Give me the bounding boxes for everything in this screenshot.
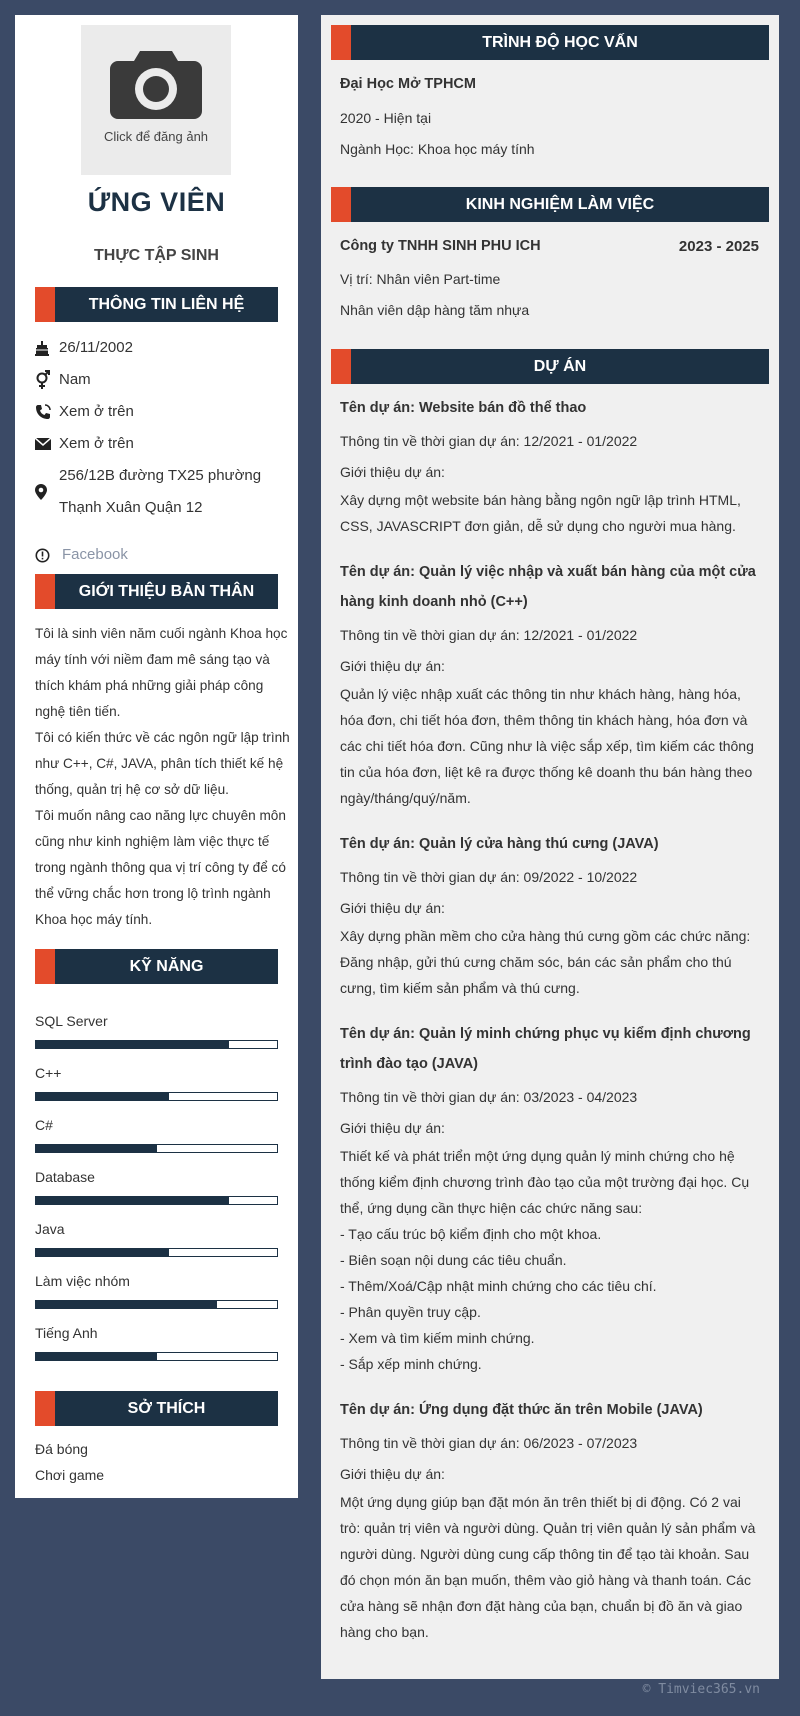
skill-bar xyxy=(35,1040,278,1049)
project-title: Tên dự án: Quản lý cửa hàng thú cưng (JAVA) xyxy=(340,836,659,852)
project-description: Thiết kế và phát triển một ứng dụng quản lý minh chứng cho hệ thống kiểm định chương trình đào tạo của một trường đại học. Cụ thể, ứng dụng cần thực hiện các chức năng sau: - Tạo cấu trúc bộ kiểm định cho một khoa. - Biên soạn nội dung các tiêu chuẩn. - Thêm/Xoá/Cập nhật minh chứng cho các tiêu chí. - Phân quyền truy cập. - Xem và tìm kiếm minh chứng. - Sắp xếp minh chứng. xyxy=(340,1148,750,1372)
candidate-name: ỨNG VIÊN xyxy=(87,187,226,217)
skill-bar-fill xyxy=(36,1145,157,1152)
skill-bar-fill xyxy=(36,1353,157,1360)
skill-bar xyxy=(35,1196,278,1205)
project-time: Thông tin về thời gian dự án: 09/2022 - 10/2022 xyxy=(340,869,638,885)
info-circle-icon xyxy=(35,545,59,565)
contact-address: 256/12B đường TX25 phường Thạnh Xuân Quận 12 xyxy=(35,460,275,524)
about-text: Tôi là sinh viên năm cuối ngành Khoa học máy tính với niềm đam mê sáng tạo và thích khám phá những giải pháp công nghệ tiên tiến. Tôi có kiến thức về các ngôn ngữ lập trình như C++, C#, JAVA, phân tích thiết kế hệ thống, quản trị hệ cơ sở dữ liệu. Tôi muốn nâng cao năng lực chuyên môn cũng như kinh nghiệm làm việc thực tế trong ngành thông qua vị trí công ty để có thể vững chắc hơn trong lộ trình ngành Khoa học máy tính. xyxy=(35,626,290,927)
skill-name: Tiếng Anh xyxy=(35,1325,98,1341)
project-description: Một ứng dụng giúp bạn đặt món ăn trên thiết bị di động. Có 2 vai trò: quản trị viên và người dùng. Quản trị viên quản lý sản phẩm và người dùng. Người dùng cung cấp thông tin để tạo tài khoản. Sau đó chọn món ăn bạn muốn, thêm vào giỏ hàng và thanh toán. Các cửa hàng sẽ nhận đơn đặt hàng của bạn, chuẩn bị đồ ăn và giao hàng cho bạn. xyxy=(340,1494,756,1640)
project-intro-label: Giới thiệu dự án: xyxy=(340,900,445,916)
project-intro-label: Giới thiệu dự án: xyxy=(340,1466,445,1482)
education-heading: TRÌNH ĐỘ HỌC VẤN xyxy=(331,25,769,60)
skill-name: Database xyxy=(35,1169,95,1185)
hobby-item: Chơi game xyxy=(35,1467,105,1483)
skill-bar-fill xyxy=(36,1301,217,1308)
experience-position: Vị trí: Nhân viên Part-time xyxy=(340,271,501,287)
skill-bar xyxy=(35,1092,278,1101)
project-description: Xây dựng một website bán hàng bằng ngôn ngữ lập trình HTML, CSS, JAVASCRIPT đơn giản, dễ sử dụng cho người mua hàng. xyxy=(340,492,741,534)
project-intro-label: Giới thiệu dự án: xyxy=(340,658,445,674)
heading-accent xyxy=(331,25,351,60)
right-column xyxy=(321,15,779,1679)
skill-bar xyxy=(35,1352,278,1361)
project-title: Tên dự án: Website bán đồ thể thao xyxy=(340,400,587,416)
email-icon xyxy=(35,434,59,454)
experience-years: 2023 - 2025 xyxy=(678,238,759,255)
contact-birthday: 26/11/2002 xyxy=(35,332,275,364)
skill-bar-fill xyxy=(36,1249,169,1256)
skill-bar xyxy=(35,1144,278,1153)
camera-icon xyxy=(110,47,202,119)
project-time: Thông tin về thời gian dự án: 06/2023 - 07/2023 xyxy=(340,1435,638,1451)
projects-heading: DỰ ÁN xyxy=(331,349,769,384)
heading-accent xyxy=(35,949,55,984)
project-intro-label: Giới thiệu dự án: xyxy=(340,1120,445,1136)
about-heading: GIỚI THIỆU BẢN THÂN xyxy=(35,574,278,609)
project-intro-label: Giới thiệu dự án: xyxy=(340,464,445,480)
skill-name: C# xyxy=(35,1117,53,1133)
left-column xyxy=(15,15,298,1498)
experience-company: Công ty TNHH SINH PHU ICH xyxy=(340,238,541,254)
education-school: Đại Học Mở TPHCM xyxy=(340,76,476,92)
experience-description: Nhân viên dập hàng tăm nhựa xyxy=(340,302,530,318)
skill-name: Làm việc nhóm xyxy=(35,1273,130,1289)
skill-bar-fill xyxy=(36,1197,229,1204)
photo-upload[interactable] xyxy=(81,25,231,175)
contact-heading: THÔNG TIN LIÊN HỆ xyxy=(35,287,278,322)
skill-bar xyxy=(35,1248,278,1257)
hobbies-heading: SỞ THÍCH xyxy=(35,1391,278,1426)
skill-name: Java xyxy=(35,1221,65,1237)
heading-accent xyxy=(331,187,351,222)
skill-bar-fill xyxy=(36,1093,169,1100)
contact-gender: Nam xyxy=(35,364,275,396)
skill-bar xyxy=(35,1300,278,1309)
location-pin-icon xyxy=(35,482,59,502)
facebook-link[interactable]: Facebook xyxy=(62,546,128,563)
project-title: Tên dự án: Quản lý minh chứng phục vụ kiểm định chương trình đào tạo (JAVA) xyxy=(340,1026,751,1072)
experience-heading: KINH NGHIỆM LÀM VIỆC xyxy=(331,187,769,222)
project-title: Tên dự án: Quản lý việc nhập và xuất bán hàng của một cửa hàng kinh doanh nhỏ (C++) xyxy=(340,564,756,610)
footer-watermark: © Timviec365.vn xyxy=(642,1682,760,1697)
project-title: Tên dự án: Ứng dụng đặt thức ăn trên Mobile (JAVA) xyxy=(340,1402,703,1418)
contact-email: Xem ở trên xyxy=(35,428,275,460)
education-period: 2020 - Hiện tại xyxy=(340,110,432,126)
phone-icon xyxy=(35,402,59,422)
heading-accent xyxy=(331,349,351,384)
skill-name: C++ xyxy=(35,1065,62,1081)
education-major: Ngành Học: Khoa học máy tính xyxy=(340,141,535,157)
project-description: Quản lý việc nhập xuất các thông tin như khách hàng, hàng hóa, hóa đơn, chi tiết hóa đơn, thêm thông tin khách hàng, hóa đơn và các chi tiết hóa đơn. Cũng như là việc sắp xếp, tìm kiếm các thông tin của hóa đơn, liệt kê ra được thống kê doanh thu bán hàng theo ngày/tháng/quý/năm. xyxy=(340,686,754,806)
skills-heading: KỸ NĂNG xyxy=(35,949,278,984)
project-time: Thông tin về thời gian dự án: 12/2021 - 01/2022 xyxy=(340,433,638,449)
cake-icon xyxy=(35,338,59,358)
photo-upload-label: Click để đăng ảnh xyxy=(103,129,209,144)
project-time: Thông tin về thời gian dự án: 12/2021 - 01/2022 xyxy=(340,627,638,643)
contact-phone: Xem ở trên xyxy=(35,396,275,428)
skill-name: SQL Server xyxy=(35,1013,108,1029)
heading-accent xyxy=(35,574,55,609)
hobby-item: Đá bóng xyxy=(35,1441,88,1457)
contact-facebook[interactable] xyxy=(35,539,275,571)
heading-accent xyxy=(35,1391,55,1426)
skill-bar-fill xyxy=(36,1041,229,1048)
candidate-position: THỰC TẬP SINH xyxy=(94,247,219,264)
gender-icon xyxy=(35,370,59,390)
project-time: Thông tin về thời gian dự án: 03/2023 - 04/2023 xyxy=(340,1089,638,1105)
project-description: Xây dựng phần mềm cho cửa hàng thú cưng gồm các chức năng: Đăng nhập, gửi thú cưng chăm sóc, bán các sản phẩm cho thú cưng, tìm kiếm sản phẩm và thú cưng. xyxy=(340,928,751,996)
heading-accent xyxy=(35,287,55,322)
